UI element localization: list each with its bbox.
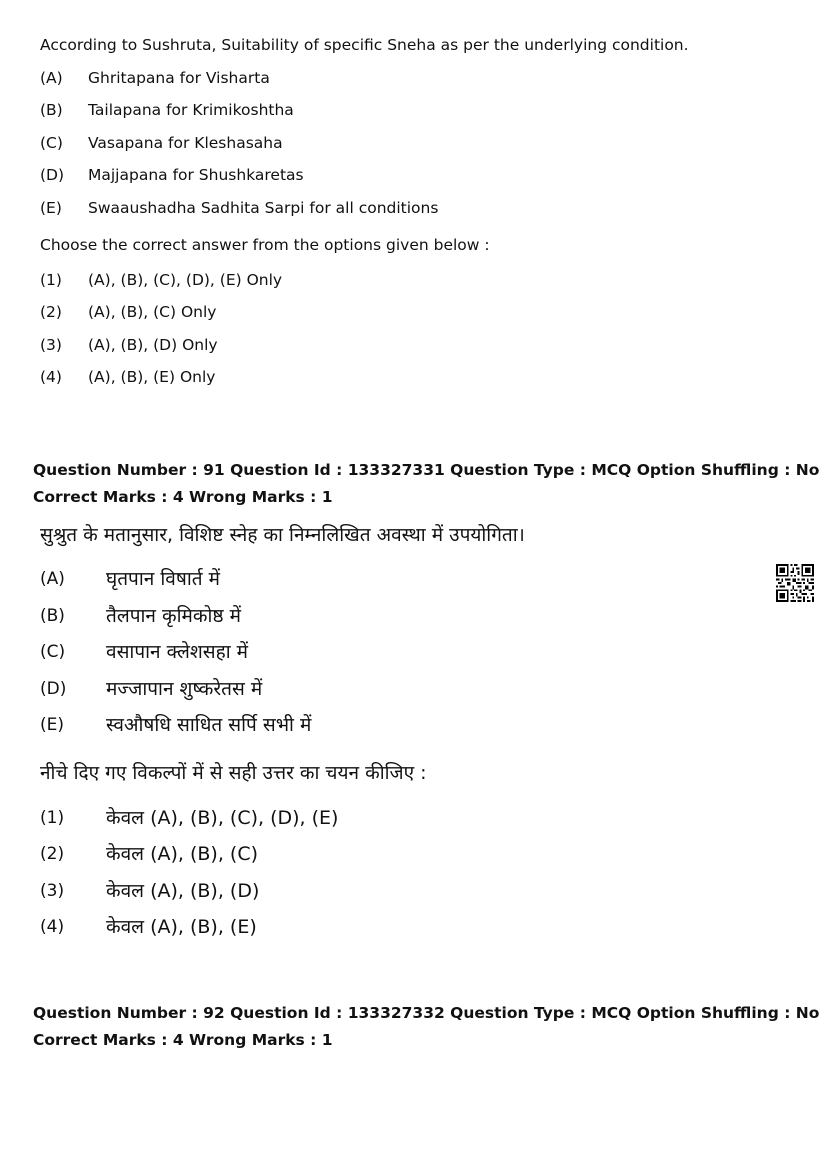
answer-label: (2) xyxy=(40,303,62,322)
option-list xyxy=(40,561,740,744)
answer-item xyxy=(40,873,740,910)
answer-label: (3) xyxy=(40,880,65,901)
answer-item xyxy=(40,361,760,393)
option-text: Majjapana for Shushkaretas xyxy=(88,166,304,185)
answer-item xyxy=(40,836,740,873)
answer-text: केवल (A), (B), (C), (D), (E) xyxy=(106,806,339,829)
option-label: (E) xyxy=(40,198,62,217)
answer-text: (A), (B), (E) Only xyxy=(88,368,216,387)
option-item xyxy=(40,62,760,94)
option-item xyxy=(40,561,740,598)
marks-meta-line: Correct Marks : 4 Wrong Marks : 1 xyxy=(33,1031,333,1049)
option-text: Tailapana for Krimikoshtha xyxy=(88,101,294,120)
option-item xyxy=(40,127,760,159)
option-label: (E) xyxy=(40,715,65,735)
english-question-block xyxy=(40,34,760,394)
answer-text: (A), (B), (D) Only xyxy=(88,335,218,354)
question-meta-line: Question Number : 92 Question Id : 133327332 Question Type : MCQ Option Shuffling : No xyxy=(33,1004,820,1022)
question-91-meta xyxy=(33,457,819,511)
question-stem: According to Sushruta, Suitability of specific Sneha as per the underlying condition. xyxy=(40,36,689,54)
option-text: घृतपान विषार्त में xyxy=(106,568,220,590)
option-item xyxy=(40,192,760,224)
answer-label: (2) xyxy=(40,844,65,864)
answer-text: केवल (A), (B), (E) xyxy=(106,916,257,938)
option-text: तैलपान कृमिकोष्ठ में xyxy=(106,604,241,627)
answer-label: (1) xyxy=(40,270,62,289)
question-92-meta xyxy=(33,1000,819,1054)
option-item xyxy=(40,634,740,671)
option-item xyxy=(40,159,760,191)
option-list xyxy=(40,62,760,224)
answer-label: (4) xyxy=(40,917,65,937)
answer-item xyxy=(40,264,760,296)
option-text: Vasapana for Kleshasaha xyxy=(88,133,283,152)
answer-prompt: नीचे दिए गए विकल्पों में से सही उत्तर का चयन कीजिए : xyxy=(40,761,427,784)
answer-label: (3) xyxy=(40,335,62,354)
option-text: मज्जापान शुष्करेतस में xyxy=(106,677,263,700)
option-text: Ghritapana for Visharta xyxy=(88,69,270,87)
option-label: (D) xyxy=(40,166,65,185)
option-text: वसापान क्लेशसहा में xyxy=(106,641,249,663)
answer-item xyxy=(40,329,760,361)
option-label: (B) xyxy=(40,101,63,120)
answer-label: (1) xyxy=(40,807,65,828)
option-label: (C) xyxy=(40,642,66,662)
option-text: Swaaushadha Sadhita Sarpi for all conditions xyxy=(88,198,439,217)
option-item xyxy=(40,598,740,635)
option-label: (B) xyxy=(40,605,65,626)
answer-text: (A), (B), (C), (D), (E) Only xyxy=(88,270,283,289)
option-item xyxy=(40,94,760,126)
option-item xyxy=(40,671,740,708)
answer-text: (A), (B), (C) Only xyxy=(88,303,217,322)
option-label: (A) xyxy=(40,69,63,87)
answer-text: केवल (A), (B), (D) xyxy=(106,879,260,902)
answer-item xyxy=(40,909,740,946)
qr-code-icon xyxy=(776,564,814,602)
marks-meta-line: Correct Marks : 4 Wrong Marks : 1 xyxy=(33,488,333,506)
option-item xyxy=(40,707,740,744)
answer-item xyxy=(40,296,760,328)
answer-label: (4) xyxy=(40,368,62,387)
answer-list xyxy=(40,264,760,394)
hindi-question-block xyxy=(40,519,740,946)
answer-item xyxy=(40,800,740,837)
option-label: (C) xyxy=(40,133,63,152)
answer-text: केवल (A), (B), (C) xyxy=(106,843,259,865)
question-stem: सुश्रुत के मतानुसार, विशिष्ट स्नेह का निम्नलिखित अवस्था में उपयोगिता। xyxy=(40,524,525,546)
answer-prompt: Choose the correct answer from the options given below : xyxy=(40,235,490,254)
answer-list xyxy=(40,800,740,946)
question-meta-line: Question Number : 91 Question Id : 133327331 Question Type : MCQ Option Shuffling : No xyxy=(33,461,820,479)
option-label: (D) xyxy=(40,678,67,699)
option-text: स्वऔषधि साधित सर्पि सभी में xyxy=(106,714,312,736)
option-label: (A) xyxy=(40,569,65,589)
